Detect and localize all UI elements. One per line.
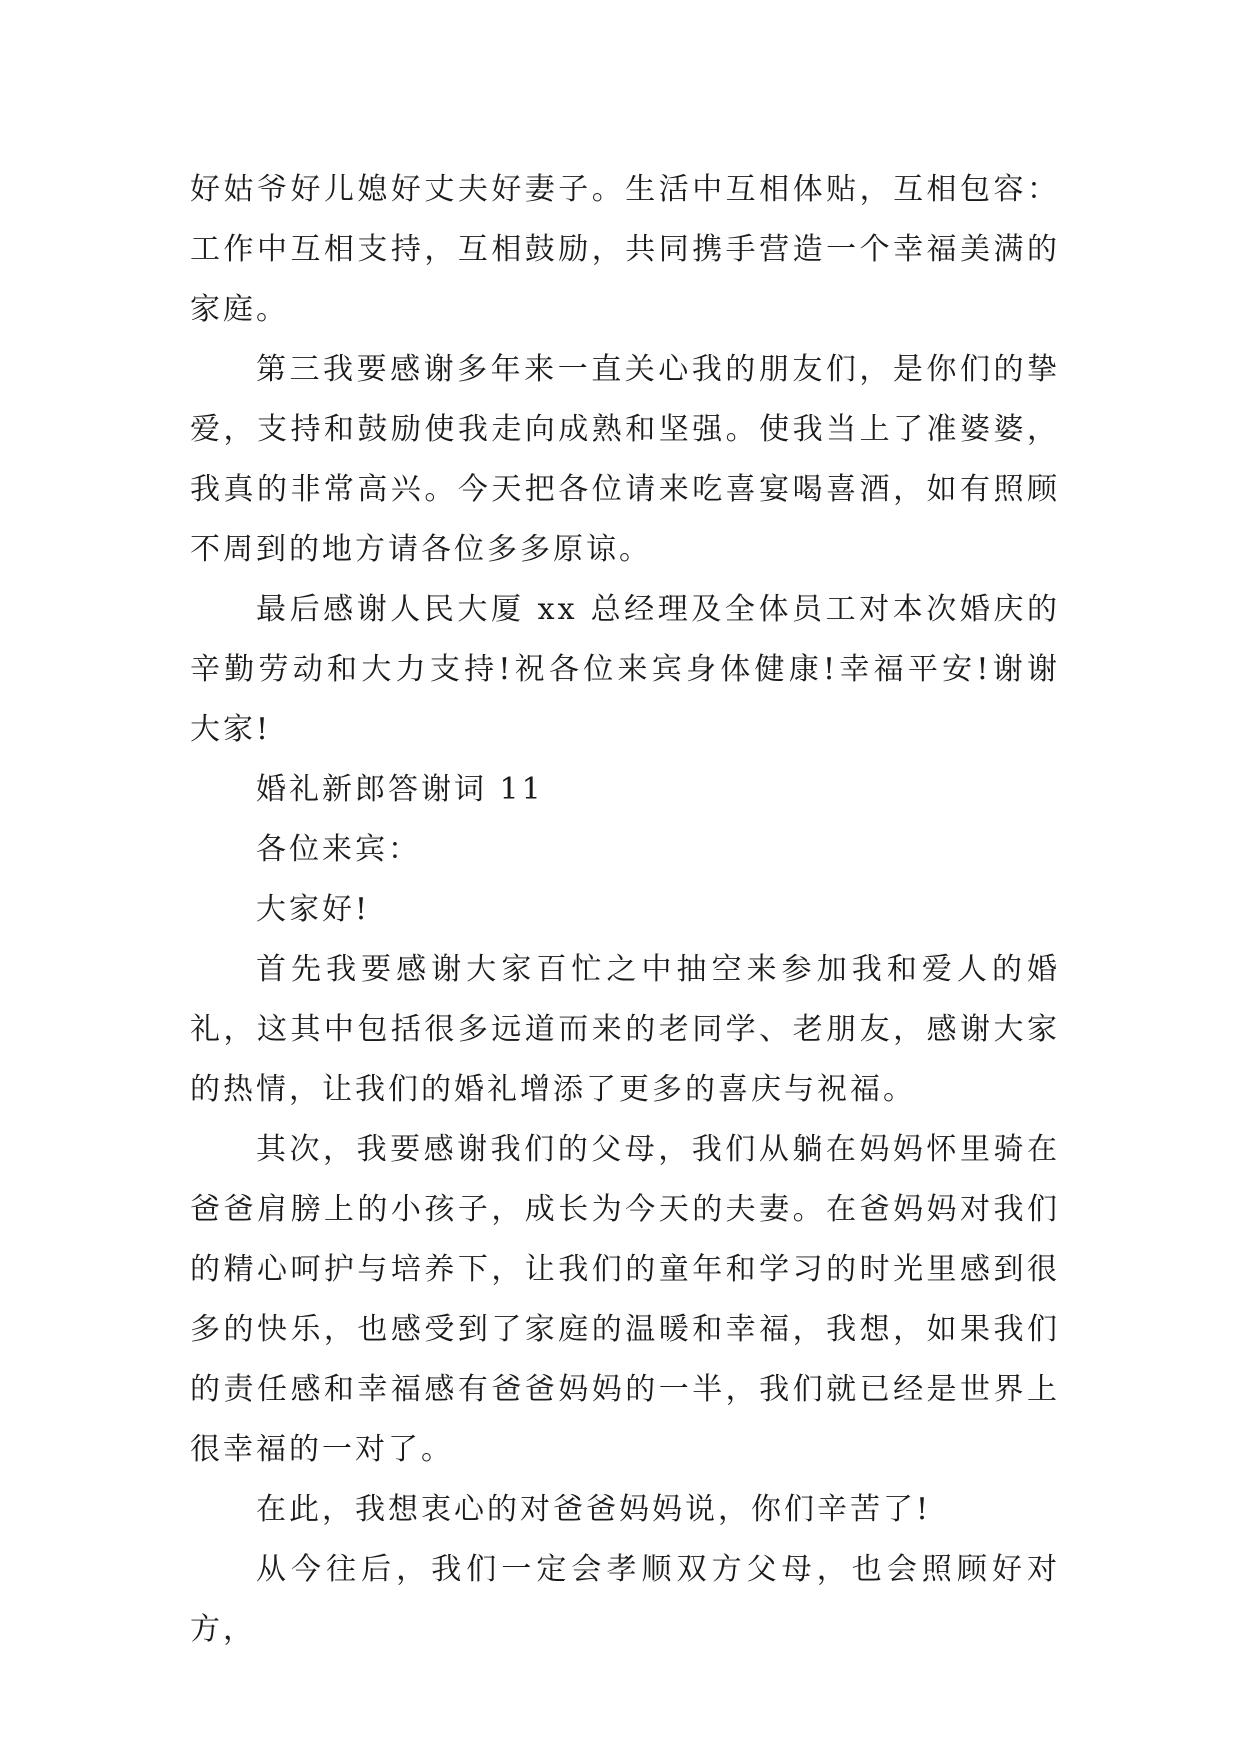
salutation-guests: 各位来宾： <box>256 832 421 867</box>
document-body <box>190 160 1060 1660</box>
paragraph-closing-family: 好姑爷好儿媳好丈夫好妻子。生活中互相体贴，互相包容：工作中互相支持，互相鼓励，共同携手营造一个幸福美满的家庭。 <box>190 172 1060 327</box>
section-heading: 婚礼新郎答谢词 11 <box>256 772 544 807</box>
paragraph-thanks-friends: 第三我要感谢多年来一直关心我的朋友们，是你们的挚爱，支持和鼓励使我走向成熟和坚强。使我当上了准婆婆，我真的非常高兴。今天把各位请来吃喜宴喝喜酒，如有照顾不周到的地方请各位多多原谅。 <box>190 352 1060 567</box>
paragraph-heartfelt: 在此，我想衷心的对爸爸妈妈说，你们辛苦了! <box>256 1492 932 1527</box>
paragraph-thanks-staff: 最后感谢人民大厦 xx 总经理及全体员工对本次婚庆的辛勤劳动和大力支持!祝各位来宾身体健康!幸福平安!谢谢大家! <box>190 592 1060 747</box>
paragraph-thanks-parents: 其次，我要感谢我们的父母，我们从躺在妈妈怀里骑在爸爸肩膀上的小孩子，成长为今天的夫妻。在爸妈妈对我们的精心呵护与培养下，让我们的童年和学习的时光里感到很多的快乐，也感受到了家庭的温暖和幸福，我想，如果我们的责任感和幸福感有爸爸妈妈的一半，我们就已经是世界上很幸福的一对了。 <box>190 1132 1060 1467</box>
greeting: 大家好! <box>256 892 371 927</box>
paragraph-promise: 从今往后，我们一定会孝顺双方父母，也会照顾好对方， <box>190 1552 1060 1647</box>
paragraph-thanks-attendance: 首先我要感谢大家百忙之中抽空来参加我和爱人的婚礼，这其中包括很多远道而来的老同学、老朋友，感谢大家的热情，让我们的婚礼增添了更多的喜庆与祝福。 <box>190 952 1060 1107</box>
